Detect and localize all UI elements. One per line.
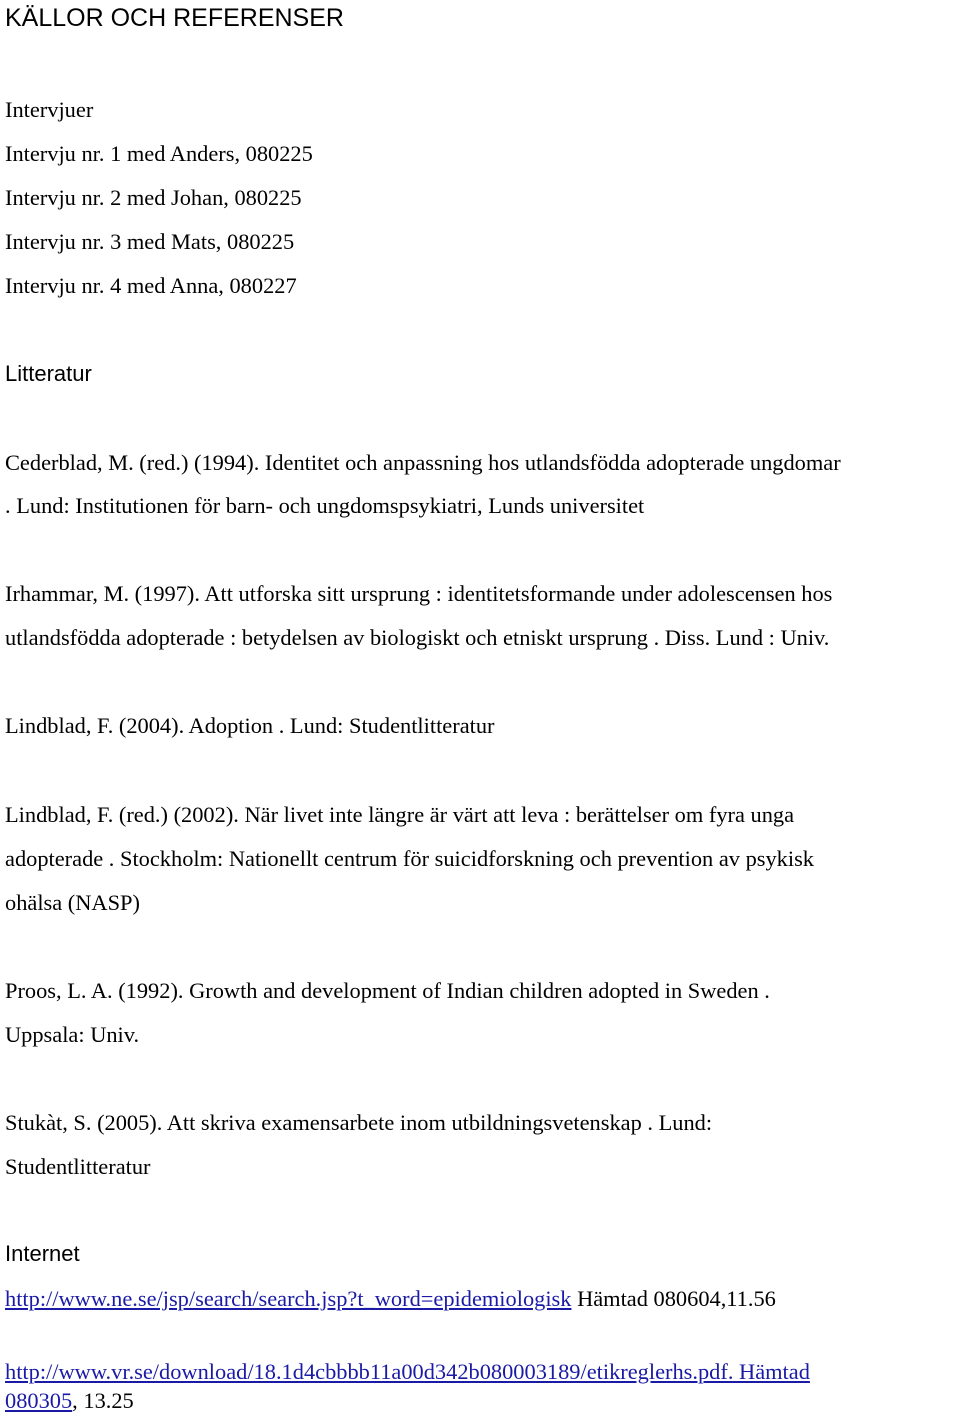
internet-entry bbox=[5, 1388, 134, 1414]
reference-line: Studentlitteratur bbox=[5, 1154, 151, 1179]
reference-line: adopterade . Stockholm: Nationellt centrum för suicidforskning och prevention av psykisk bbox=[5, 846, 814, 871]
retrieved-note: Hämtad 080604,11.56 bbox=[571, 1286, 776, 1311]
internet-entry bbox=[5, 1359, 810, 1385]
internet-heading: Internet bbox=[5, 1241, 80, 1266]
page-title: KÄLLOR OCH REFERENSER bbox=[5, 4, 344, 32]
reference-line: ohälsa (NASP) bbox=[5, 890, 140, 915]
reference-line: Stukàt, S. (2005). Att skriva examensarbete inom utbildningsvetenskap . Lund: bbox=[5, 1110, 713, 1135]
reference-line: Cederblad, M. (red.) (1994). Identitet och anpassning hos utlandsfödda adopterade ungdomar bbox=[5, 450, 841, 475]
interview-item: Intervju nr. 4 med Anna, 080227 bbox=[5, 273, 297, 298]
reference-line: Irhammar, M. (1997). Att utforska sitt ursprung : identitetsformande under adolescensen hos bbox=[5, 581, 833, 606]
reference-line: utlandsfödda adopterade : betydelsen av biologiskt och etniskt ursprung . Diss. Lund : Univ. bbox=[5, 625, 830, 650]
reference-line: Lindblad, F. (red.) (2002). När livet inte längre är värt att leva : berättelser om fyra unga bbox=[5, 802, 795, 827]
retrieved-note: , 13.25 bbox=[72, 1388, 134, 1413]
vr-pdf-link-continued[interactable]: 080305 bbox=[5, 1388, 73, 1413]
reference-line: Proos, L. A. (1992). Growth and development of Indian children adopted in Sweden . bbox=[5, 978, 770, 1003]
reference-line: Uppsala: Univ. bbox=[5, 1022, 140, 1047]
reference-line: . Lund: Institutionen för barn- och ungdomspsykiatri, Lunds universitet bbox=[5, 493, 645, 518]
interview-item: Intervju nr. 3 med Mats, 080225 bbox=[5, 229, 295, 254]
interview-item: Intervju nr. 2 med Johan, 080225 bbox=[5, 185, 302, 210]
internet-entry bbox=[5, 1286, 776, 1312]
ne-search-link[interactable]: http://www.ne.se/jsp/search/search.jsp?t_word=epidemiologisk bbox=[5, 1286, 572, 1311]
literature-heading: Litteratur bbox=[5, 361, 92, 386]
interview-item: Intervju nr. 1 med Anders, 080225 bbox=[5, 141, 313, 166]
interviews-heading: Intervjuer bbox=[5, 97, 94, 122]
vr-pdf-link[interactable]: http://www.vr.se/download/18.1d4cbbbb11a00d342b080003189/etikreglerhs.pdf. Hämtad bbox=[5, 1359, 810, 1384]
reference-line: Lindblad, F. (2004). Adoption . Lund: Studentlitteratur bbox=[5, 713, 495, 738]
